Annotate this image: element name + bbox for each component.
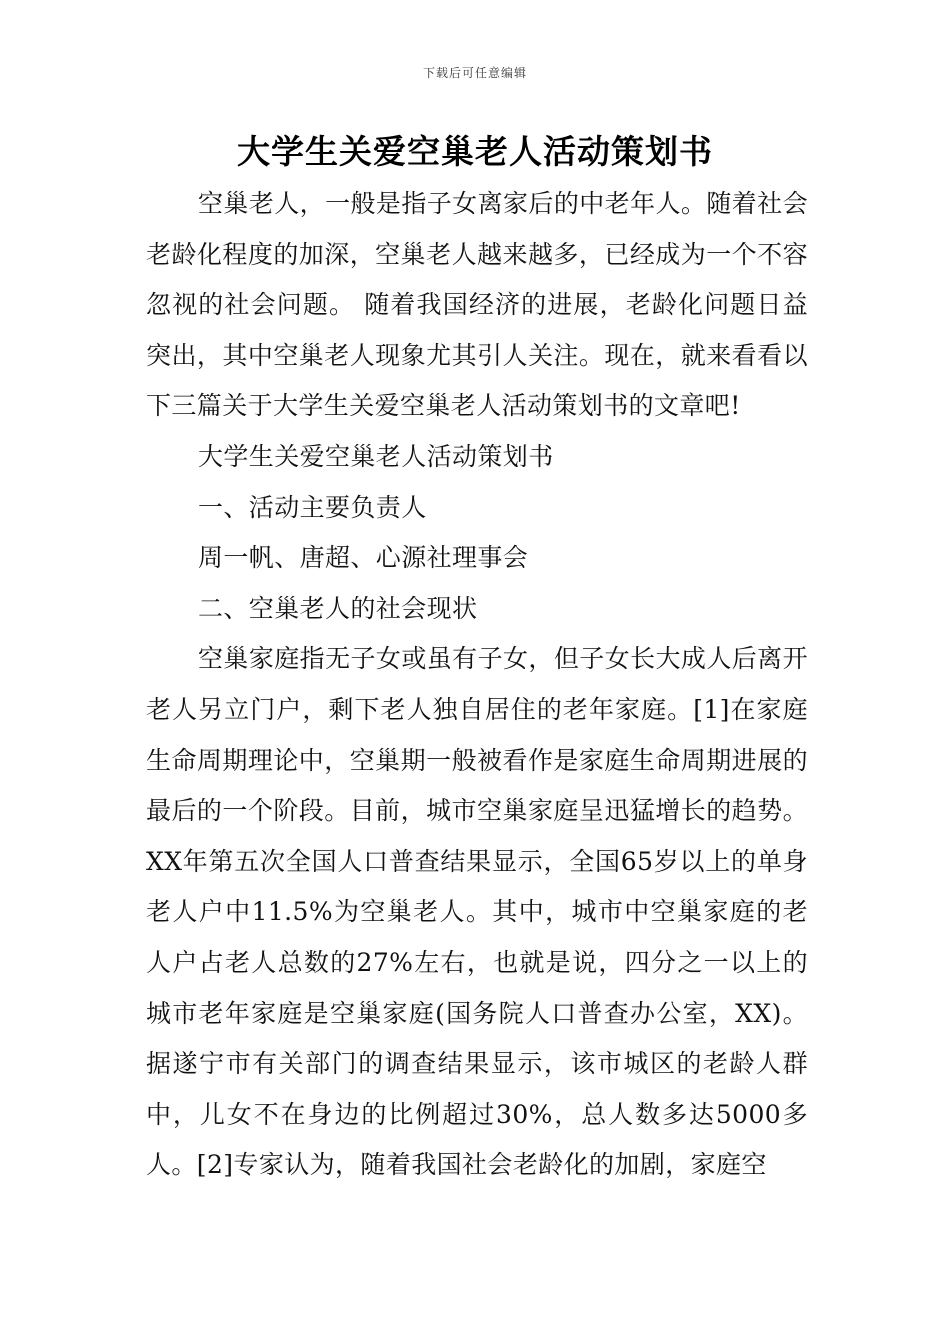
header-note: 下载后可任意编辑: [422, 66, 527, 80]
document-title: 大学生关爱空巢老人活动策划书: [237, 132, 713, 171]
document-body: [146, 179, 808, 1191]
social-status-paragraph: 空巢家庭指无子女或虽有子女，但子女长大成人后离开老人另立门户，剩下老人独自居住的老年家庭。[1]在家庭生命周期理论中，空巢期一般被看作是家庭生命周期进展的最后的一个阶段。目前，城市空巢家庭呈迅猛增长的趋势。XX年第五次全国人口普查结果显示，全国65岁以上的单身老人户中11.5%为空巢老人。其中，城市中空巢家庭的老人户占老人总数的27%左右，也就是说，四分之一以上的城市老年家庭是空巢家庭(国务院人口普查办公室，XX)。据遂宁市有关部门的调查结果显示，该市城区的老龄人群中，儿女不在身边的比例超过30%，总人数多达5000多人。[2]专家认为，随着我国社会老龄化的加剧，家庭空: [146, 644, 808, 1180]
section-title: 大学生关爱空巢老人活动策划书: [198, 441, 554, 471]
responsible-names: 周一帆、唐超、心源社理事会: [198, 543, 529, 573]
heading-responsible: 一、活动主要负责人: [198, 492, 427, 522]
heading-social-status: 二、空巢老人的社会现状: [198, 593, 478, 623]
intro-paragraph: 空巢老人，一般是指子女离家后的中老年人。随着社会老龄化程度的加深，空巢老人越来越多，已经成为一个不容忽视的社会问题。 随着我国经济的进展，老龄化问题日益突出，其中空巢老人现象尤其引人关注。现在，就来看看以下三篇关于大学生关爱空巢老人活动策划书的文章吧!: [146, 189, 808, 421]
